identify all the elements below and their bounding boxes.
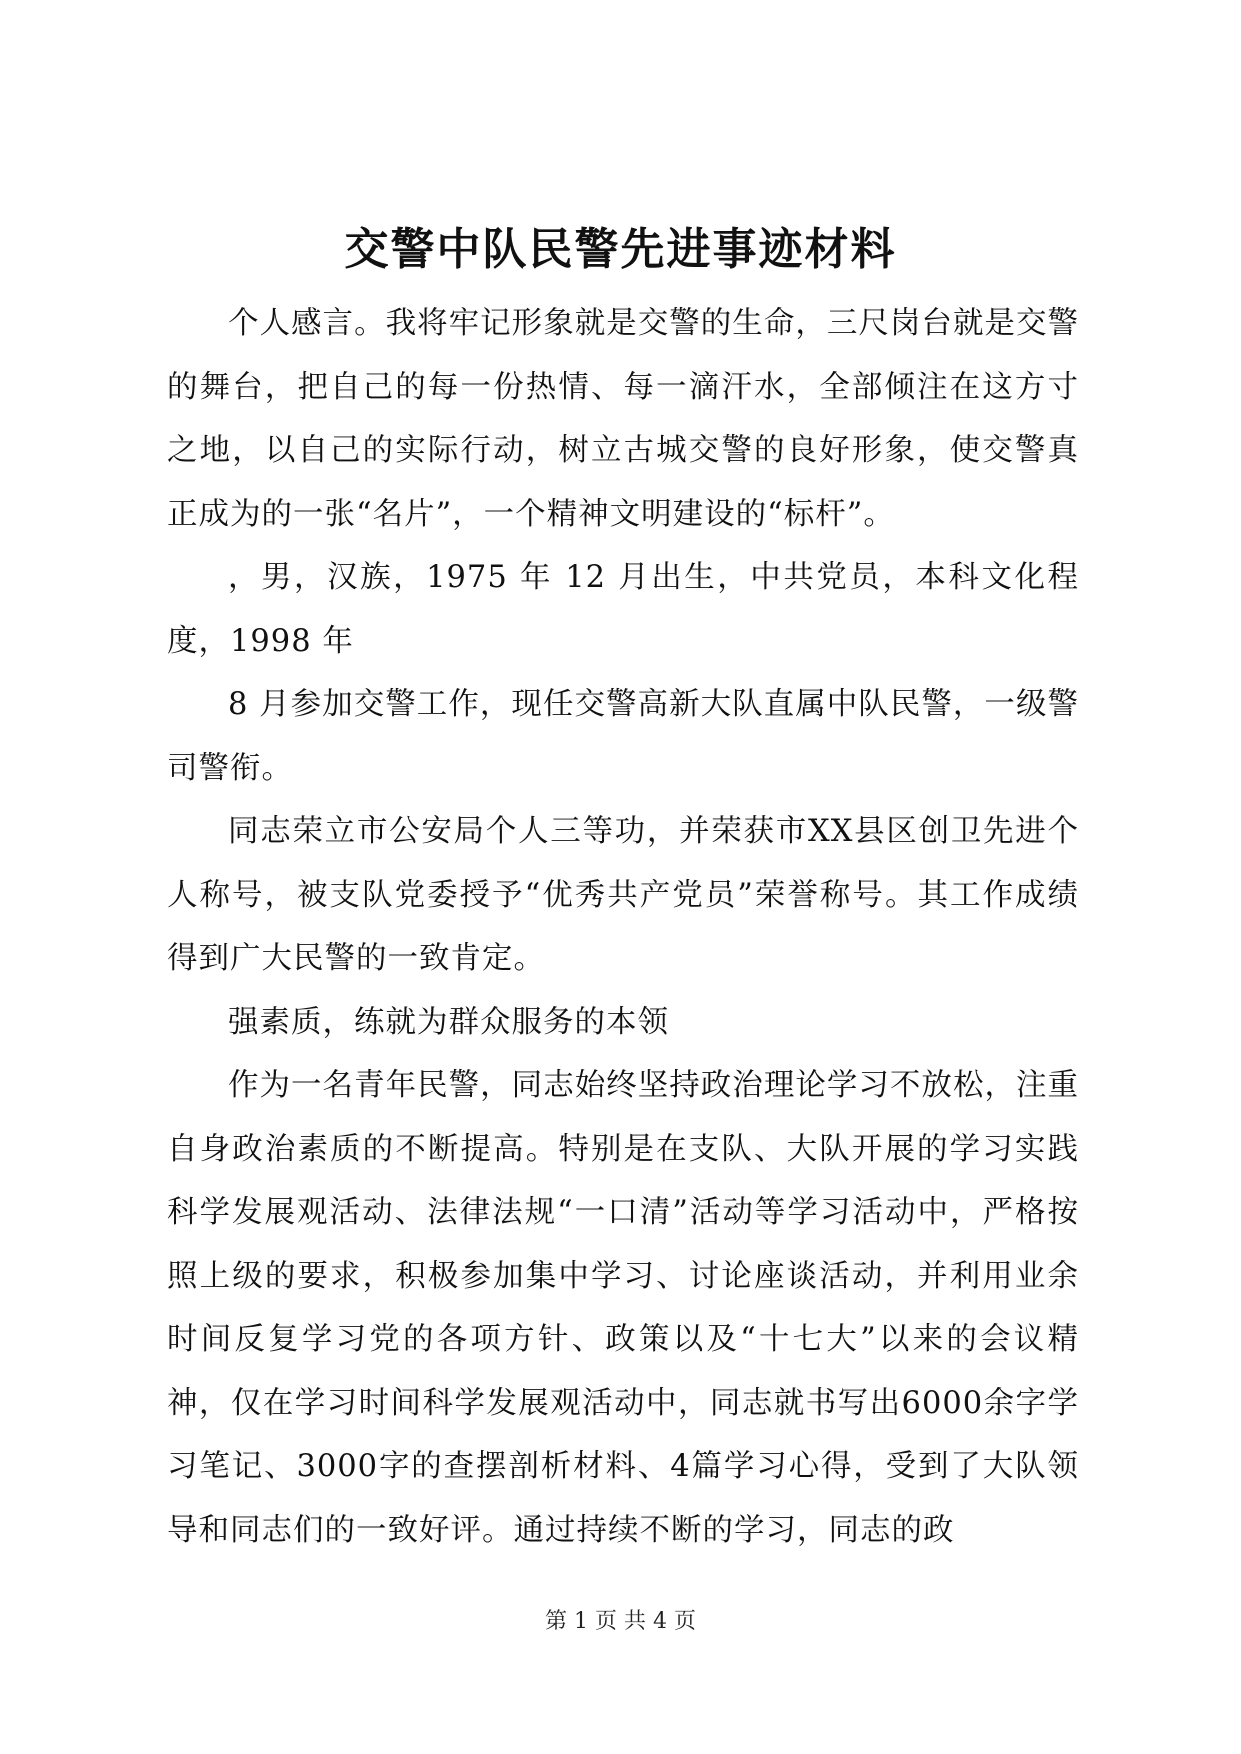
section-heading: 强素质，练就为群众服务的本领 xyxy=(228,1004,669,1040)
document-body xyxy=(167,292,1079,1562)
paragraph-personal-statement: 个人感言。我将牢记形象就是交警的生命，三尺岗台就是交警的舞台，把自己的每一份热情、每一滴汗水，全部倾注在这方寸之地，以自己的实际行动，树立古城交警的良好形象，使交警真正成为的一张“名片”，一个精神文明建设的“标杆”。 xyxy=(167,306,1079,532)
paragraph-personal-info: ，男，汉族，1975 年 12 月出生，中共党员，本科文化程度，1998 年 xyxy=(167,560,1079,659)
paragraph-honors: 同志荣立市公安局个人三等功，并荣获市XX县区创卫先进个人称号，被支队党委授予“优秀共产党员”荣誉称号。其工作成绩得到广大民警的一致肯定。 xyxy=(167,814,1079,976)
paragraph-study: 作为一名青年民警，同志始终坚持政治理论学习不放松，注重自身政治素质的不断提高。特别是在支队、大队开展的学习实践科学发展观活动、法律法规“一口清”活动等学习活动中，严格按照上级的要求，积极参加集中学习、讨论座谈活动，并利用业余时间反复学习党的各项方针、政策以及“十七大”以来的会议精神，仅在学习时间科学发展观活动中，同志就书写出6000余字学习笔记、3000字的查摆剖析材料、4篇学习心得，受到了大队领导和同志们的一致好评。通过持续不断的学习，同志的政 xyxy=(167,1068,1079,1548)
paragraph-work-info: 8 月参加交警工作，现任交警高新大队直属中队民警，一级警司警衔。 xyxy=(167,687,1079,786)
document-title: 交警中队民警先进事迹材料 xyxy=(344,224,897,275)
page-number: 第 1 页 共 4 页 xyxy=(545,1609,696,1634)
